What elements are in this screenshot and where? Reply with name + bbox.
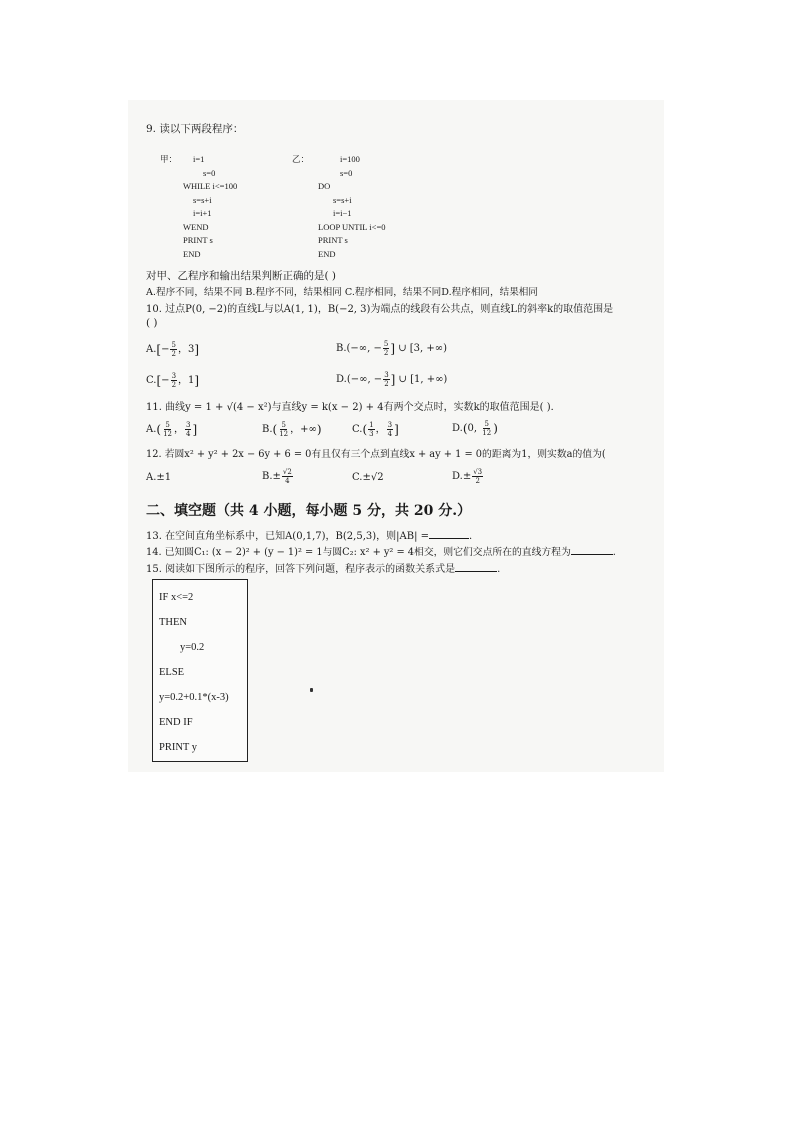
q9-yi-code [318, 153, 386, 261]
q10-option-b: B.(−∞, − $\frac{5}{2}$ ] ∪ [3, +∞) [336, 340, 447, 357]
code-line: s=0 [203, 167, 216, 178]
q15-line [146, 560, 500, 575]
scan-speck [310, 688, 313, 692]
code-line: WEND [183, 221, 209, 232]
q15-answer-blank[interactable] [455, 571, 497, 572]
q10-option-d: D.(−∞, − $\frac{3}{2}$ ] ∪ [1, +∞) [336, 371, 448, 388]
code-line: LOOP UNTIL i<=0 [318, 221, 386, 232]
code-line: PRINT s [318, 235, 348, 245]
q12-option-d: D.± $\frac{√3}{2}$ [452, 468, 483, 485]
q14-period: . [612, 547, 616, 558]
q10-option-c: C.[− $\frac{3}{2}$ ，1] [146, 372, 200, 389]
q12-stem: 12. 若圆x² + y² + 2x − 6y + 6 = 0有且仅有三个点到直线x + ay + 1 = 0的距离为1，则实数a的值为( [146, 449, 606, 460]
section-2-title: 二、填空题（共 4 小题，每小题 5 分，共 20 分.） [146, 503, 472, 519]
q10-paren: ( ) [146, 317, 158, 329]
code-line: WHILE i<=100 [183, 181, 238, 191]
code-line: END [183, 248, 201, 259]
code-line: PRINT s [183, 235, 213, 245]
q13-line [146, 527, 472, 542]
q11-option-d: D.(0, $\frac{5}{12}$ ) [452, 420, 498, 437]
q9-jia-label: 甲： [160, 154, 178, 164]
program-line: THEN [159, 617, 187, 628]
q9-yi-label: 乙： [292, 154, 310, 164]
code-line: END [318, 248, 336, 259]
q13-stem: 13. 在空间直角坐标系中，已知A(0,1,7)，B(2,5,3)，则|AB| = [146, 531, 430, 542]
program-box [152, 579, 248, 762]
program-line: PRINT y [159, 742, 198, 753]
code-line: s=s+i [333, 194, 352, 205]
q13-period: . [469, 531, 473, 542]
program-line: y=0.2+0.1*(x-3) [159, 692, 229, 703]
q12-option-c: C.±√2 [352, 472, 384, 483]
program-line: ELSE [159, 667, 185, 678]
q15-period: . [497, 564, 501, 575]
q14-line [146, 544, 616, 558]
code-line: i=1 [193, 154, 205, 164]
q11-option-a: A.( $\frac{5}{12}$ ， $\frac{3}{4}$ ] [146, 421, 198, 438]
q12-option-b: B.± $\frac{√2}{4}$ [262, 468, 292, 485]
code-line: s=0 [340, 167, 353, 178]
program-line: IF x<=2 [159, 592, 194, 603]
q14-stem: 14. 已知圆C₁: (x − 2)² + (y − 1)² = 1与圆C₂: x² + y² = 4相交，则它们交点所在的直线方程为 [146, 547, 571, 558]
q10-option-a: A.[− $\frac{5}{2}$ ，3] [146, 341, 200, 358]
q12-option-a: A.±1 [146, 472, 172, 483]
program-line: END IF [159, 717, 193, 728]
code-line: s=s+i [193, 194, 212, 205]
code-line: i=i−1 [333, 208, 352, 218]
q14-answer-blank[interactable] [571, 554, 613, 555]
code-line: DO [318, 181, 331, 191]
q13-answer-blank[interactable] [429, 538, 469, 539]
q9-question: 对甲、乙程序和输出结果判断正确的是( ) [146, 270, 337, 282]
code-line: i=100 [340, 154, 360, 164]
q10-stem: 10. 过点P(0, −2)的直线L与以A(1, 1)，B(−2, 3)为端点的线段有公共点，则直线L的斜率k的取值范围是 [146, 304, 614, 315]
q11-stem: 11. 曲线y = 1 + √(4 − x²)与直线y = k(x − 2) + 4有两个交点时，实数k的取值范围是( )． [146, 402, 561, 413]
code-line: i=i+1 [193, 208, 212, 218]
q11-option-c: C.( $\frac{1}{3}$ ， $\frac{3}{4}$ ] [352, 421, 399, 438]
q15-stem: 15. 阅读如下图所示的程序，回答下列问题，程序表示的函数关系式是 [146, 564, 456, 575]
program-line: y=0.2 [180, 642, 205, 653]
q9-jia-code [183, 153, 237, 261]
q9-options: A.程序不同，结果不同 B.程序不同，结果相同 C.程序相同，结果不同D.程序相同，结果相同 [146, 287, 538, 298]
q9-stem: 9. 读以下两段程序： [146, 123, 244, 135]
q11-option-b: B.( $\frac{5}{12}$ ，+∞) [262, 421, 322, 438]
